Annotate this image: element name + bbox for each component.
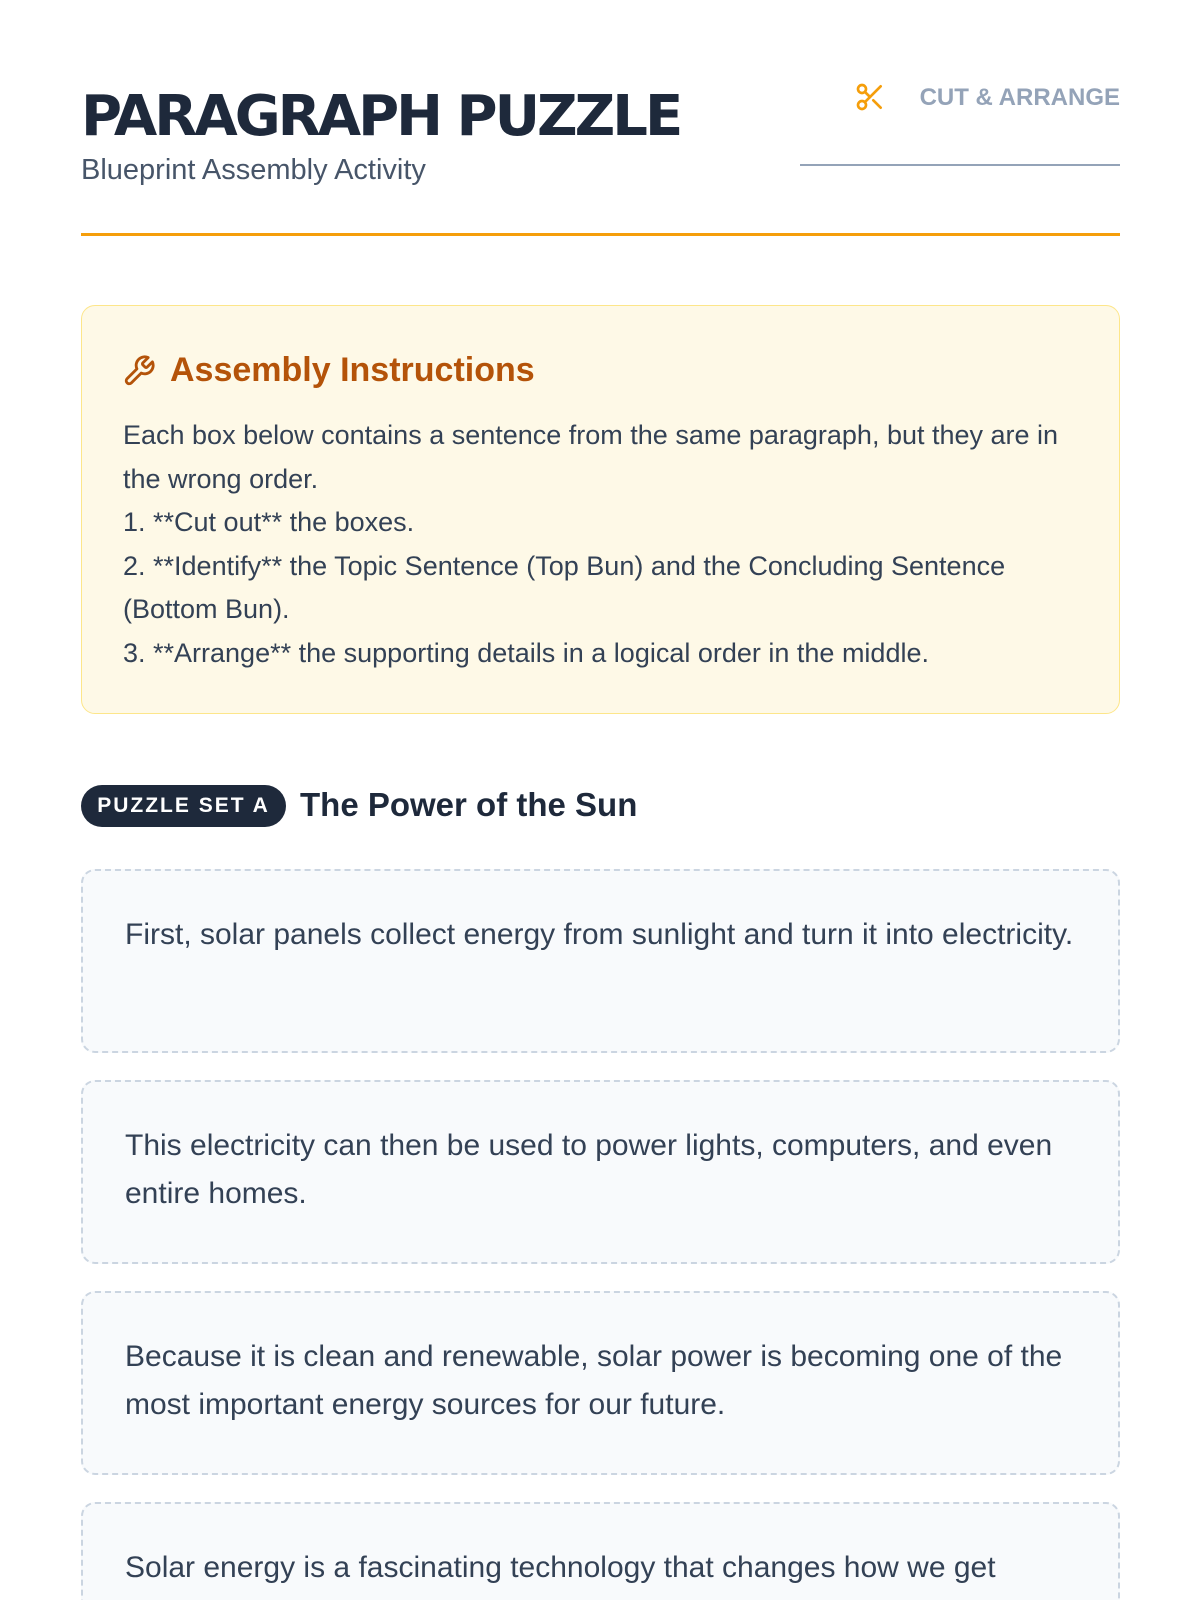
instructions-text — [123, 414, 1083, 675]
wrench-icon — [122, 354, 156, 388]
page-subtitle: Blueprint Assembly Activity — [81, 154, 426, 186]
instruction-line: 1. **Cut out** the boxes. — [123, 507, 415, 537]
page-title: PARAGRAPH PUZZLE — [81, 84, 681, 149]
instruction-line: Each box below contains a sentence from the same paragraph, but they are in the wrong order. — [123, 420, 1059, 494]
instructions-box — [81, 305, 1120, 714]
sentence-text: Solar energy is a fascinating technology that changes how we get — [125, 1551, 996, 1584]
page-header — [81, 80, 1120, 236]
instruction-line: 2. **Identify** the Topic Sentence (Top Bun) and the Concluding Sentence (Bottom Bun). — [123, 550, 1006, 624]
sentence-card[interactable] — [81, 869, 1120, 1053]
sentence-card[interactable] — [81, 1291, 1120, 1475]
sentence-text: First, solar panels collect energy from sunlight and turn it into electricity. — [125, 918, 1074, 951]
puzzle-set-title: The Power of the Sun — [300, 786, 638, 823]
sentence-text: This electricity can then be used to power lights, computers, and even entire homes. — [125, 1129, 1053, 1210]
sentence-card[interactable] — [81, 1502, 1120, 1600]
instruction-line: 3. **Arrange** the supporting details in a logical order in the middle. — [123, 637, 929, 668]
sentence-card[interactable] — [81, 1080, 1120, 1264]
cut-and-arrange-tag — [800, 80, 1120, 166]
tag-label: CUT & ARRANGE — [919, 84, 1120, 111]
instructions-title: Assembly Instructions — [170, 351, 535, 389]
scissors-icon — [854, 80, 886, 114]
puzzle-set-badge: PUZZLE SET A — [81, 785, 286, 827]
sentence-text: Because it is clean and renewable, solar power is becoming one of the most important energy sources for our future. — [125, 1340, 1063, 1421]
